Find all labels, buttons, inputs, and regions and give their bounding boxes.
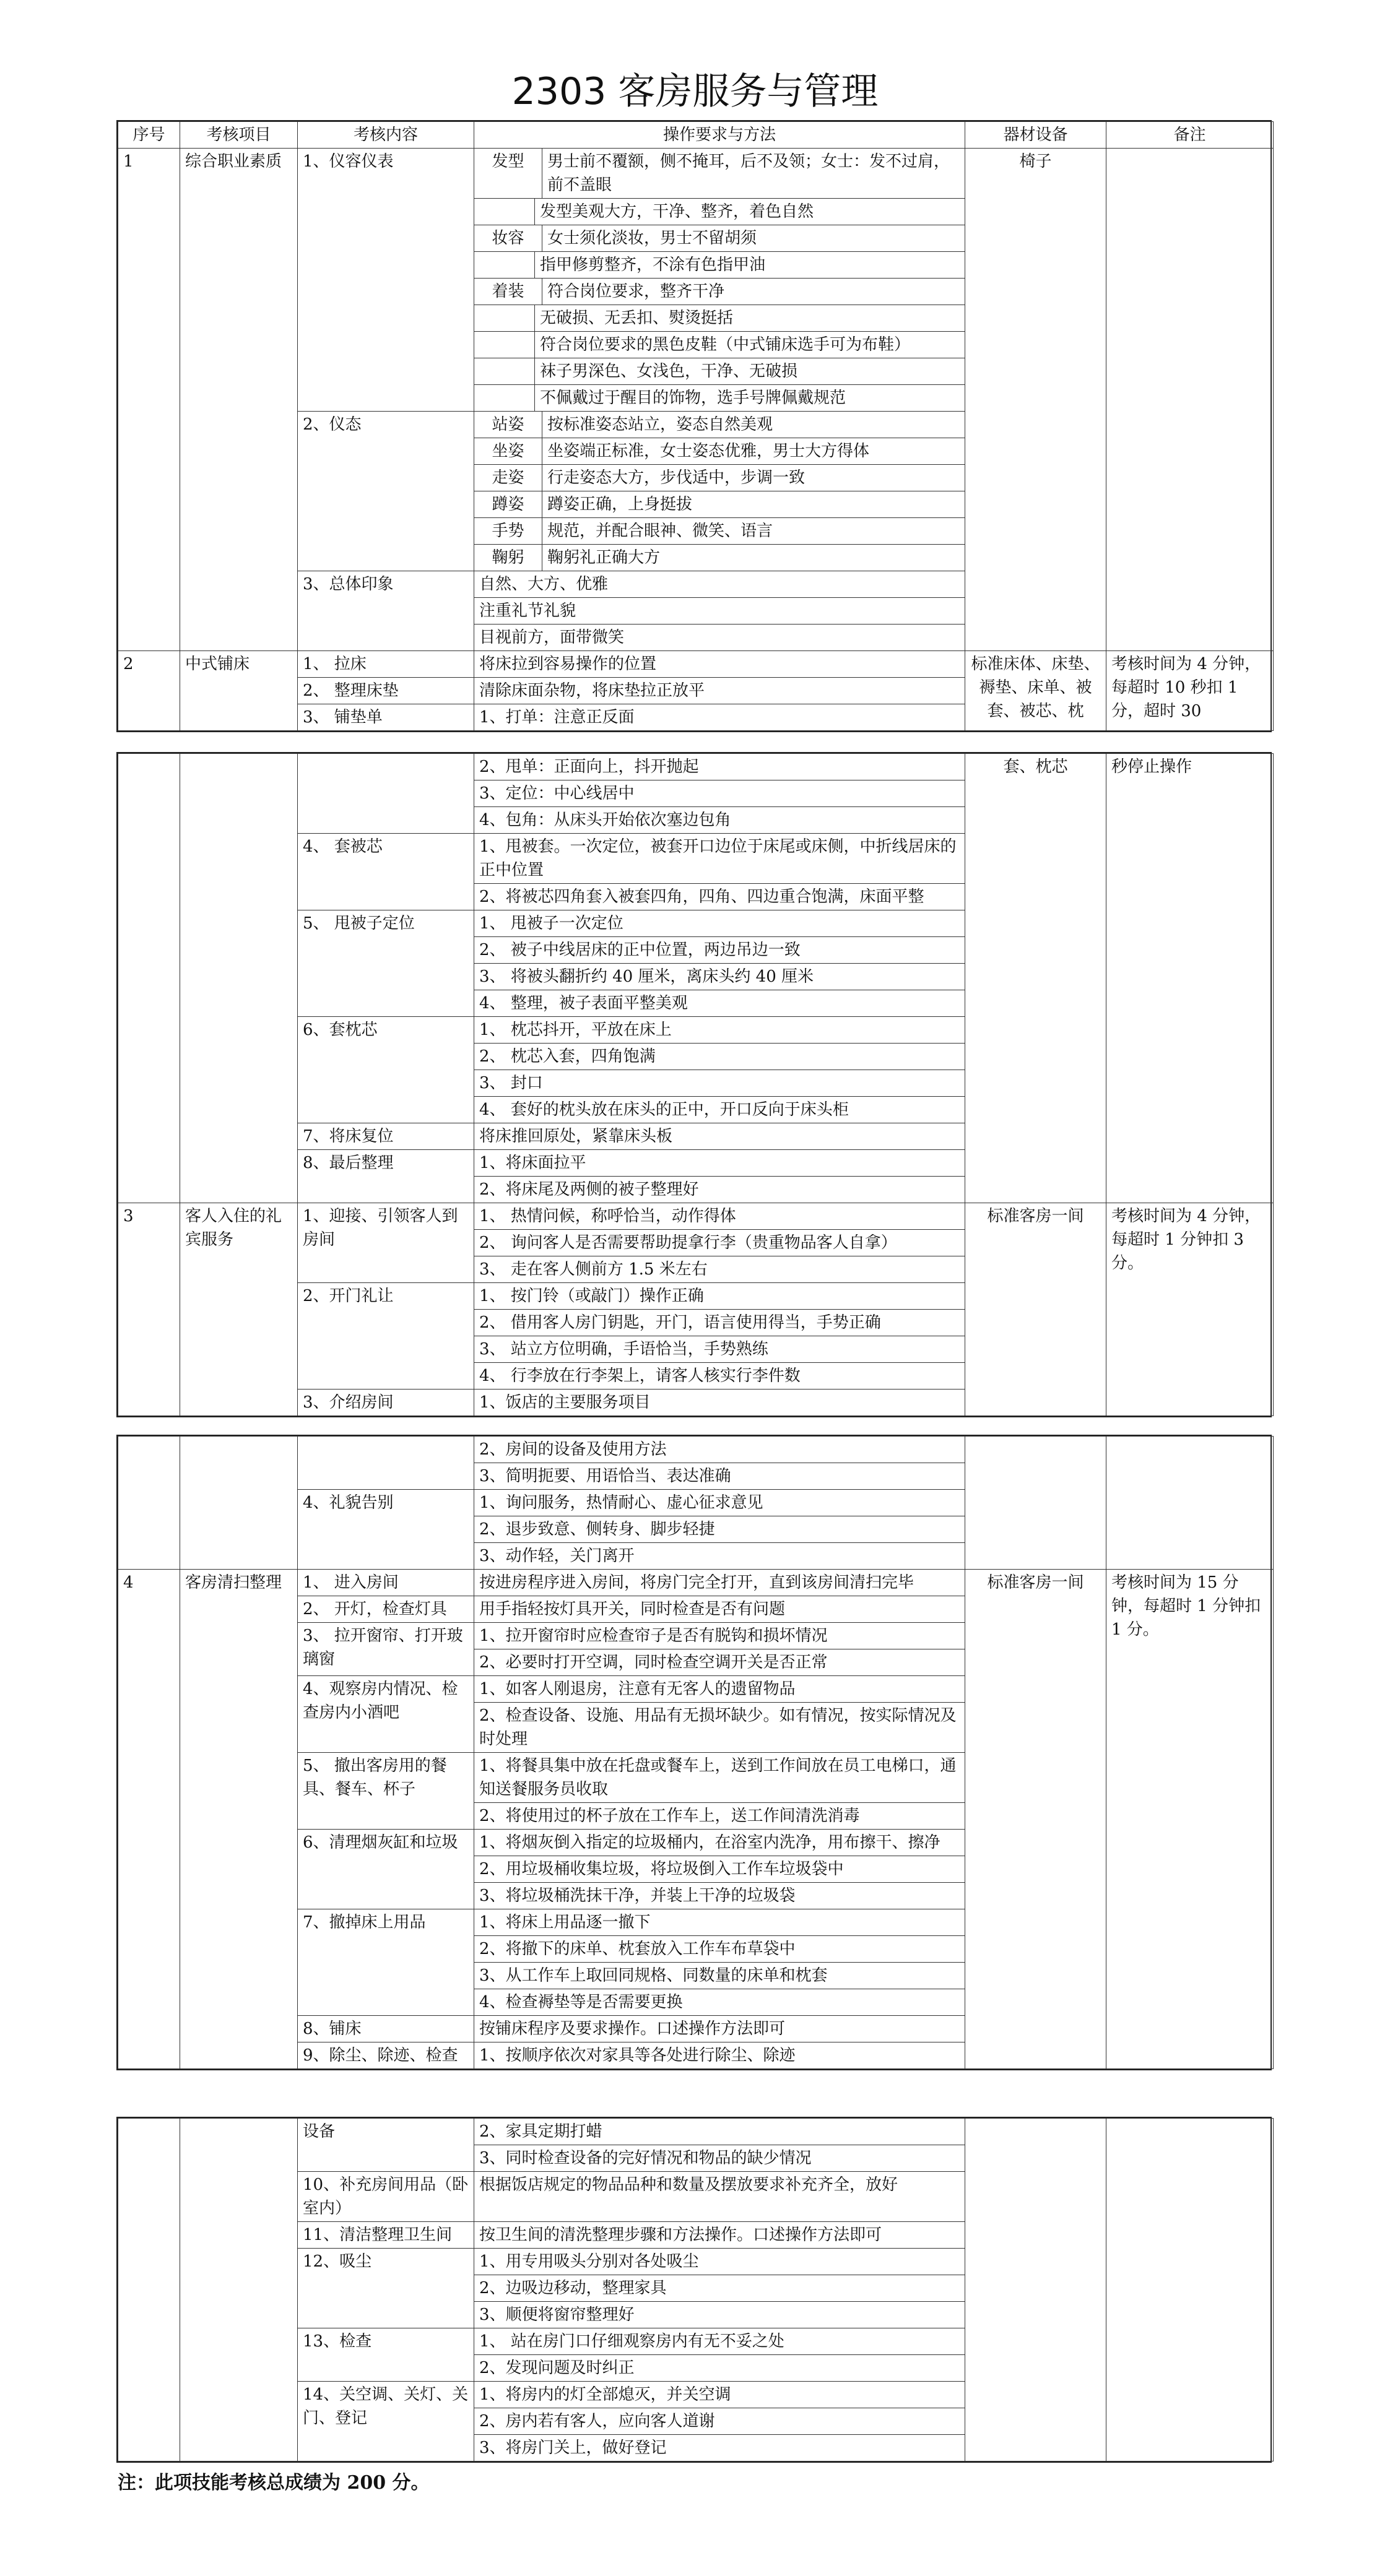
equipment: 标准床体、床垫、褥垫、床单、被套、被芯、枕 [965, 651, 1106, 731]
sub-category: 着装 [474, 279, 542, 305]
requirement-text: 1、将餐具集中放在托盘或餐车上，送到工作间放在员工电梯口，通知送餐服务员收取 [474, 1753, 965, 1803]
footer-note: 注：此项技能考核总成绩为 200 分。 [118, 2472, 430, 2494]
requirement-text: 鞠躬礼正确大方 [547, 548, 661, 567]
assessment-content: 6、清理烟灰缸和垃圾 [298, 1830, 474, 1909]
requirement-text: 1、用专用吸头分别对各处吸尘 [474, 2249, 965, 2275]
requirement-text: 坐姿端正标准，女士姿态优雅，男士大方得体 [547, 442, 870, 460]
requirement-text: 男士前不覆额，侧不掩耳，后不及领；女士：发不过肩，前不盖眼 [547, 152, 950, 194]
header-cell: 考核内容 [298, 122, 474, 149]
requirement-text: 2、检查设备、设施、用品有无损坏缺少。如有情况，按实际情况及时处理 [474, 1703, 965, 1753]
assessment-content: 3、 拉开窗帘、打开玻璃窗 [298, 1623, 474, 1676]
assessment-content: 1、 拉床 [298, 651, 474, 678]
requirement-text: 1、拉开窗帘时应检查帘子是否有脱钩和损坏情况 [474, 1623, 965, 1649]
requirement-text: 符合岗位要求，整齐干净 [547, 282, 725, 301]
header-cell: 操作要求与方法 [474, 122, 965, 149]
requirement-text: 2、 借用客人房门钥匙，开门，语言使用得当，手势正确 [474, 1310, 965, 1336]
assessment-content-group [298, 149, 474, 412]
assessment-content: 7、撤掉床上用品 [298, 1909, 474, 2016]
requirement-text: 3、将垃圾桶洗抹干净，并装上干净的垃圾袋 [474, 1883, 965, 1909]
assessment-content: 13、检查 [298, 2328, 474, 2382]
row-number: 3 [118, 1203, 180, 1416]
requirement-text: 3、 站立方位明确，手语恰当，手势熟练 [474, 1336, 965, 1363]
requirement-text: 女士须化淡妆，男士不留胡须 [547, 229, 757, 248]
document-title: 2303 客房服务与管理 [511, 70, 879, 113]
assessment-content: 1、迎接、引领客人到房间 [298, 1203, 474, 1283]
assessment-content: 4、 套被芯 [298, 834, 474, 910]
assessment-content: 2、 整理床垫 [298, 678, 474, 704]
requirement-text: 将床拉到容易操作的位置 [474, 651, 965, 678]
table-row [118, 2119, 1274, 2145]
remark: 考核时间为 15 分钟，每超时 1 分钟扣 1 分。 [1106, 1570, 1274, 2069]
requirement-text: 2、 枕芯入套，四角饱满 [474, 1044, 965, 1070]
equipment: 套、枕芯 [965, 754, 1106, 1203]
header-cell: 备注 [1106, 122, 1274, 149]
requirement-text: 1、将烟灰倒入指定的垃圾桶内，在浴室内洗净，用布擦干、擦净 [474, 1830, 965, 1856]
requirement-text: 2、房内若有客人，应向客人道谢 [474, 2408, 965, 2435]
assessment-content: 7、将床复位 [298, 1123, 474, 1150]
requirement-text: 2、退步致意、侧转身、脚步轻捷 [474, 1516, 965, 1543]
requirement-text: 用手指轻按灯具开关，同时检查是否有问题 [474, 1596, 965, 1623]
requirement-text: 根据饭店规定的物品品种和数量及摆放要求补充齐全，放好 [474, 2172, 965, 2222]
sub-category: 坐姿 [474, 438, 542, 464]
requirement-text: 注重礼节礼貌 [474, 598, 965, 625]
requirement-text: 2、 被子中线居床的正中位置，两边吊边一致 [474, 937, 965, 964]
requirement-text: 1、询问服务，热情耐心、虚心征求意见 [474, 1490, 965, 1516]
table-row [118, 651, 1274, 678]
requirement-text: 无破损、无丢扣、熨烫挺括 [540, 309, 734, 327]
assessment-content: 3、 铺垫单 [298, 704, 474, 731]
requirement-text: 目视前方，面带微笑 [474, 625, 965, 651]
assessment-content: 1、 进入房间 [298, 1570, 474, 1596]
requirement-text: 1、将床面拉平 [474, 1150, 965, 1177]
requirement-text: 规范，并配合眼神、微笑、语言 [547, 522, 773, 540]
requirement-text: 1、 甩被子一次定位 [474, 910, 965, 937]
remark: 考核时间为 4 分钟，每超时 1 分钟扣 3 分。 [1106, 1203, 1274, 1416]
assessment-content: 1、仪容仪表 [303, 152, 394, 171]
requirement-text: 袜子男深色、女浅色，干净、无破损 [540, 362, 798, 381]
table-section-2 [116, 752, 1272, 1417]
sub-category: 走姿 [474, 465, 542, 491]
requirement-text: 行走姿态大方，步伐适中，步调一致 [547, 469, 806, 487]
header-cell: 序号 [118, 122, 180, 149]
requirement-text: 2、将撤下的床单、枕套放入工作车布草袋中 [474, 1936, 965, 1963]
assessment-content: 14、关空调、关灯、关门、登记 [298, 2382, 474, 2461]
row-number: 4 [118, 1570, 180, 2069]
header-cell: 器材设备 [965, 122, 1106, 149]
requirement-text: 将床推回原处，紧靠床头板 [474, 1123, 965, 1150]
header-cell: 考核项目 [180, 122, 298, 149]
requirement-text: 蹲姿正确，上身挺拔 [547, 495, 693, 514]
requirement-text: 4、 套好的枕头放在床头的正中，开口反向于床头柜 [474, 1097, 965, 1123]
header-row [118, 122, 1274, 149]
requirement-text: 2、用垃圾桶收集垃圾，将垃圾倒入工作车垃圾袋中 [474, 1856, 965, 1883]
assessment-content: 8、铺床 [298, 2016, 474, 2042]
requirement-text: 3、 将被头翻折约 40 厘米，离床头约 40 厘米 [474, 964, 965, 990]
assessment-content: 9、除尘、除迹、检查 [298, 2042, 474, 2069]
assessment-content: 8、最后整理 [298, 1150, 474, 1203]
requirement-text: 4、 整理，被子表面平整美观 [474, 990, 965, 1017]
sub-category: 妆容 [474, 225, 542, 251]
requirement-text: 按卫生间的清洗整理步骤和方法操作。口述操作方法即可 [474, 2222, 965, 2249]
row-number: 2 [118, 651, 180, 731]
requirement-text: 3、动作轻，关门离开 [474, 1543, 965, 1570]
requirement-text: 1、饭店的主要服务项目 [474, 1390, 965, 1416]
remark: 秒停止操作 [1106, 754, 1274, 1203]
assessment-content: 11、清洁整理卫生间 [298, 2222, 474, 2249]
assessment-item: 客人入住的礼宾服务 [180, 1203, 298, 1416]
requirement-text: 不佩戴过于醒目的饰物，选手号牌佩戴规范 [540, 389, 846, 407]
assessment-content: 2、开门礼让 [298, 1283, 474, 1390]
requirement-text: 自然、大方、优雅 [474, 571, 965, 598]
requirement-text: 按标准姿态站立，姿态自然美观 [547, 415, 773, 434]
requirement-text: 1、 热情问候，称呼恰当，动作得体 [474, 1203, 965, 1230]
requirement-text: 2、必要时打开空调，同时检查空调开关是否正常 [474, 1649, 965, 1676]
requirement-text: 3、顺便将窗帘整理好 [474, 2302, 965, 2328]
assessment-item: 客房清扫整理 [180, 1570, 298, 2069]
table-row [118, 1437, 1274, 1463]
row-number: 1 [118, 149, 180, 651]
requirement-text: 3、同时检查设备的完好情况和物品的缺少情况 [474, 2145, 965, 2172]
assessment-content: 12、吸尘 [298, 2249, 474, 2328]
requirement-text: 按进房程序进入房间，将房门完全打开，直到该房间清扫完毕 [474, 1570, 965, 1596]
equipment: 椅子 [965, 149, 1106, 651]
assessment-content: 3、总体印象 [298, 571, 474, 651]
requirement-text: 2、发现问题及时纠正 [474, 2355, 965, 2382]
requirement-text: 2、房间的设备及使用方法 [474, 1437, 965, 1463]
requirement-text: 1、 站在房门口仔细观察房内有无不妥之处 [474, 2328, 965, 2355]
requirement-text: 1、如客人刚退房，注意有无客人的遗留物品 [474, 1676, 965, 1703]
requirement-text: 2、家具定期打蜡 [474, 2119, 965, 2145]
requirement-text: 2、将被芯四角套入被套四角，四角、四边重合饱满，床面平整 [474, 884, 965, 910]
requirement-text: 1、 按门铃（或敲门）操作正确 [474, 1283, 965, 1310]
assessment-content: 设备 [298, 2119, 474, 2172]
equipment: 标准客房一间 [965, 1203, 1106, 1416]
requirement-text: 2、将床尾及两侧的被子整理好 [474, 1177, 965, 1203]
assessment-table-3 [118, 1436, 1274, 2069]
sub-category: 蹲姿 [474, 491, 542, 517]
assessment-content: 6、套枕芯 [298, 1017, 474, 1123]
requirement-text: 3、定位：中心线居中 [474, 780, 965, 807]
requirement-text: 1、按顺序依次对家具等各处进行除尘、除迹 [474, 2042, 965, 2069]
requirement-text: 1、将床上用品逐一撤下 [474, 1909, 965, 1936]
assessment-table-1 [118, 121, 1274, 731]
requirement-text: 1、甩被套。一次定位，被套开口边位于床尾或床侧，中折线居床的正中位置 [474, 834, 965, 884]
assessment-content: 5、 甩被子定位 [298, 910, 474, 1017]
requirement-text: 3、 走在客人侧前方 1.5 米左右 [474, 1256, 965, 1283]
assessment-content: 4、礼貌告别 [298, 1490, 474, 1570]
table-section-1 [116, 120, 1272, 732]
assessment-content: 3、介绍房间 [298, 1390, 474, 1416]
requirement-text: 3、 封口 [474, 1070, 965, 1097]
requirement-text: 2、边吸边移动，整理家具 [474, 2275, 965, 2302]
requirement-text: 3、从工作车上取回同规格、同数量的床单和枕套 [474, 1963, 965, 1989]
assessment-content: 2、 开灯，检查灯具 [298, 1596, 474, 1623]
requirement-text: 发型美观大方，干净、整齐，着色自然 [540, 202, 814, 221]
table-section-3 [116, 1435, 1272, 2070]
requirement-text: 2、 询问客人是否需要帮助提拿行李（贵重物品客人自拿） [474, 1230, 965, 1256]
assessment-content: 2、仪态 [298, 412, 474, 571]
requirement-text: 1、将房内的灯全部熄灭，并关空调 [474, 2382, 965, 2408]
requirement-text: 1、打单：注意正反面 [474, 704, 965, 731]
table-row [118, 149, 1274, 199]
sub-category: 发型 [474, 149, 542, 198]
assessment-table-2 [118, 753, 1274, 1416]
sub-category: 手势 [474, 518, 542, 544]
requirement-text: 2、甩单：正面向上，抖开抛起 [474, 754, 965, 780]
remark [1106, 149, 1274, 651]
requirement-text: 2、将使用过的杯子放在工作车上，送工作间清洗消毒 [474, 1803, 965, 1830]
requirement-text: 4、包角：从床头开始依次塞边包角 [474, 807, 965, 834]
assessment-content: 4、观察房内情况、检查房内小酒吧 [298, 1676, 474, 1753]
table-row [118, 1203, 1274, 1230]
assessment-table-4 [118, 2118, 1274, 2461]
sub-category: 鞠躬 [474, 545, 542, 571]
assessment-item: 中式铺床 [180, 651, 298, 731]
requirement-text: 按铺床程序及要求操作。口述操作方法即可 [474, 2016, 965, 2042]
sub-category: 站姿 [474, 412, 542, 438]
requirement-text: 1、 枕芯抖开，平放在床上 [474, 1017, 965, 1044]
requirement-cell [474, 149, 965, 199]
remark: 考核时间为 4 分钟，每超时 10 秒扣 1 分，超时 30 [1106, 651, 1274, 731]
requirement-text: 清除床面杂物，将床垫拉正放平 [474, 678, 965, 704]
requirement-text: 指甲修剪整齐，不涂有色指甲油 [540, 256, 766, 274]
requirement-text: 3、将房门关上，做好登记 [474, 2435, 965, 2461]
assessment-item: 综合职业素质 [180, 149, 298, 651]
table-row [118, 754, 1274, 780]
requirement-text: 符合岗位要求的黑色皮鞋（中式铺床选手可为布鞋） [540, 335, 911, 354]
requirement-text: 4、 行李放在行李架上，请客人核实行李件数 [474, 1363, 965, 1390]
assessment-content: 5、 撤出客房用的餐具、餐车、杯子 [298, 1753, 474, 1830]
requirement-text: 4、检查褥垫等是否需要更换 [474, 1989, 965, 2016]
equipment: 标准客房一间 [965, 1570, 1106, 2069]
table-row [118, 1570, 1274, 1596]
table-section-4 [116, 2117, 1272, 2463]
requirement-text: 3、简明扼要、用语恰当、表达准确 [474, 1463, 965, 1490]
assessment-content: 10、补充房间用品（卧室内） [298, 2172, 474, 2222]
